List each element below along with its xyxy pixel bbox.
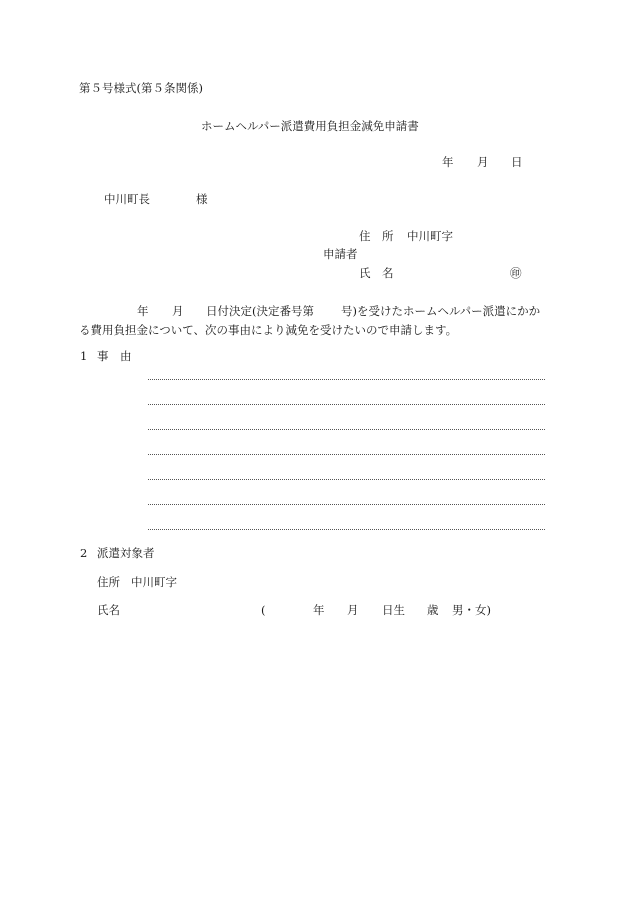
addressee-name: 中川町長 bbox=[104, 192, 150, 206]
date-month-label: 月 bbox=[477, 155, 489, 169]
section2-label: 派遣対象者 bbox=[97, 546, 155, 560]
applicant-address-label: 住 所 bbox=[359, 229, 394, 243]
addressee-honorific: 様 bbox=[196, 192, 208, 206]
page-title: ホームヘルパー派遣費用負担金減免申請書 bbox=[201, 119, 419, 133]
body-decision-text: 日付決定(決定番号第 bbox=[206, 304, 314, 318]
reason-line-2 bbox=[148, 404, 545, 405]
birth-year-label: 年 bbox=[313, 603, 325, 617]
reason-line-5 bbox=[148, 479, 545, 480]
body-year-label: 年 bbox=[137, 304, 149, 318]
reason-line-4 bbox=[148, 454, 545, 455]
seal-mark: ㊞ bbox=[510, 266, 522, 280]
body-number-suffix: 号)を受けたホームヘルパー派遣にかか bbox=[341, 304, 541, 318]
age-label: 歳 bbox=[427, 603, 439, 617]
date-day-label: 日 bbox=[511, 155, 523, 169]
applicant-role-label: 申請者 bbox=[323, 247, 358, 261]
reason-line-1 bbox=[148, 379, 545, 380]
body-line-2: る費用負担金について、次の事由により減免を受けたいので申請します。 bbox=[79, 323, 458, 337]
target-name-label: 氏名 bbox=[97, 603, 120, 617]
target-address-value: 中川町字 bbox=[131, 575, 177, 589]
sex-selector: 男・女) bbox=[452, 603, 491, 617]
reason-line-3 bbox=[148, 429, 545, 430]
reason-line-6 bbox=[148, 504, 545, 505]
birth-paren-open: ( bbox=[261, 603, 266, 617]
reason-line-7 bbox=[148, 529, 545, 530]
date-year-label: 年 bbox=[442, 155, 454, 169]
section1-number: 1 bbox=[80, 349, 88, 363]
applicant-name-label: 氏 名 bbox=[359, 266, 394, 280]
birth-month-label: 月 bbox=[347, 603, 359, 617]
form-number: 第５号様式(第５条関係) bbox=[79, 81, 203, 95]
target-address-label: 住所 bbox=[97, 575, 120, 589]
section2-number: 2 bbox=[80, 546, 88, 560]
section1-label: 事 由 bbox=[97, 349, 132, 363]
body-month-label: 月 bbox=[172, 304, 184, 318]
applicant-address-value: 中川町字 bbox=[407, 229, 453, 243]
birth-day-label: 日生 bbox=[382, 603, 405, 617]
